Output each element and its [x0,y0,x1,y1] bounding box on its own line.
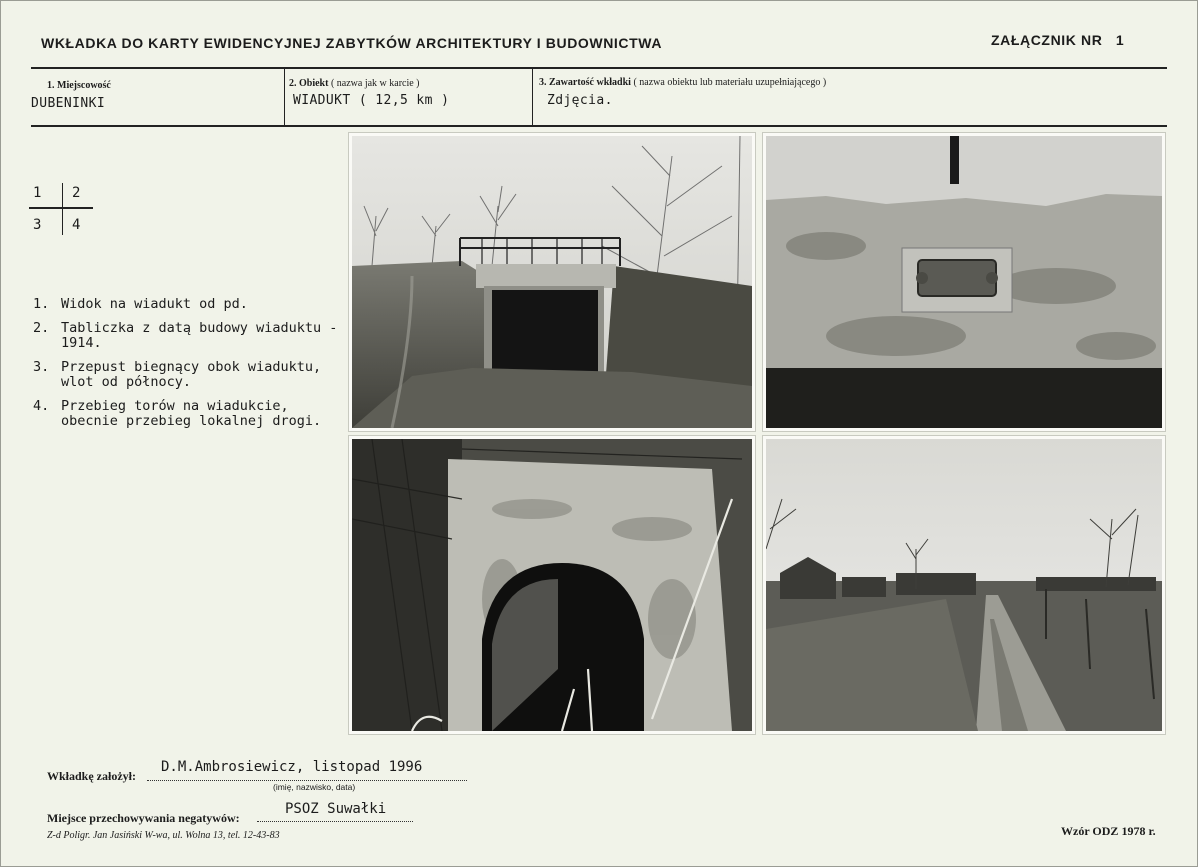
object-value: WIADUKT ( 12,5 km ) [293,93,450,108]
contents-label-hint: ( nazwa obiektu lub materiału uzupełniającego ) [633,77,827,88]
caption-item [33,360,349,390]
photo-captions [33,297,349,438]
caption-item [33,399,349,429]
author-dotted-line [147,780,467,781]
object-label-text: 2. Obiekt [289,78,329,89]
printer-imprint: Z-d Poligr. Jan Jasiński W-wa, ul. Wolna 13, tel. 12-43-83 [47,830,280,841]
photo-4-track-route-road [763,436,1165,734]
field-divider-1 [284,69,285,125]
storage-dotted-line [257,821,413,822]
author-hint: (imię, nazwisko, data) [273,782,356,792]
caption-number: 1. [33,296,50,312]
caption-text: Tabliczka z datą budowy wiaduktu - 1914. [61,320,338,351]
annex-number: 1 [1115,32,1125,48]
photo-3-culvert-inlet [349,436,755,734]
author-value: D.M.Ambrosiewicz, listopad 1996 [161,759,423,775]
photo-key-2: 2 [72,185,81,201]
contents-value: Zdjęcia. [547,93,613,108]
caption-item [33,297,349,312]
photo-key [29,181,95,237]
caption-item [33,321,349,351]
photo-key-4: 4 [72,217,81,233]
form-code: Wzór ODZ 1978 r. [1061,824,1156,838]
contents-label-text: 3. Zawartość wkładki [539,77,631,88]
contents-label [539,77,826,88]
field-divider-2 [532,69,533,125]
storage-label: Miejsce przechowywania negatywów: [47,811,240,825]
author-label: Wkładkę założył: [47,769,136,783]
caption-number: 2. [33,320,50,336]
caption-number: 3. [33,359,50,375]
photo-key-3: 3 [33,217,42,233]
object-label-hint: ( nazwa jak w karcie ) [330,78,420,89]
locality-label: 1. Miejscowość [47,80,111,91]
header-top-rule [31,67,1167,69]
annex-label [991,32,1124,48]
photo-key-vline [62,183,63,235]
photo-key-hline [29,207,93,209]
annex-text: ZAŁĄCZNIK NR [991,32,1103,48]
caption-text: Przepust biegnący obok wiaduktu, wlot od północy. [61,359,322,390]
object-label [289,78,420,89]
caption-text: Przebieg torów na wiadukcie, obecnie przebieg lokalnej drogi. [61,398,322,429]
locality-value: DUBENINKI [31,96,106,111]
header-bottom-rule [31,125,1167,127]
photo-1-viaduct-south-view [349,133,755,431]
document-title: WKŁADKA DO KARTY EWIDENCYJNEJ ZABYTKÓW ARCHITEKTURY I BUDOWNICTWA [41,35,663,51]
caption-number: 4. [33,398,50,414]
caption-text: Widok na wiadukt od pd. [61,296,248,312]
storage-value: PSOZ Suwałki [285,801,387,817]
photo-key-1: 1 [33,185,42,201]
photo-2-date-plaque [763,133,1165,431]
